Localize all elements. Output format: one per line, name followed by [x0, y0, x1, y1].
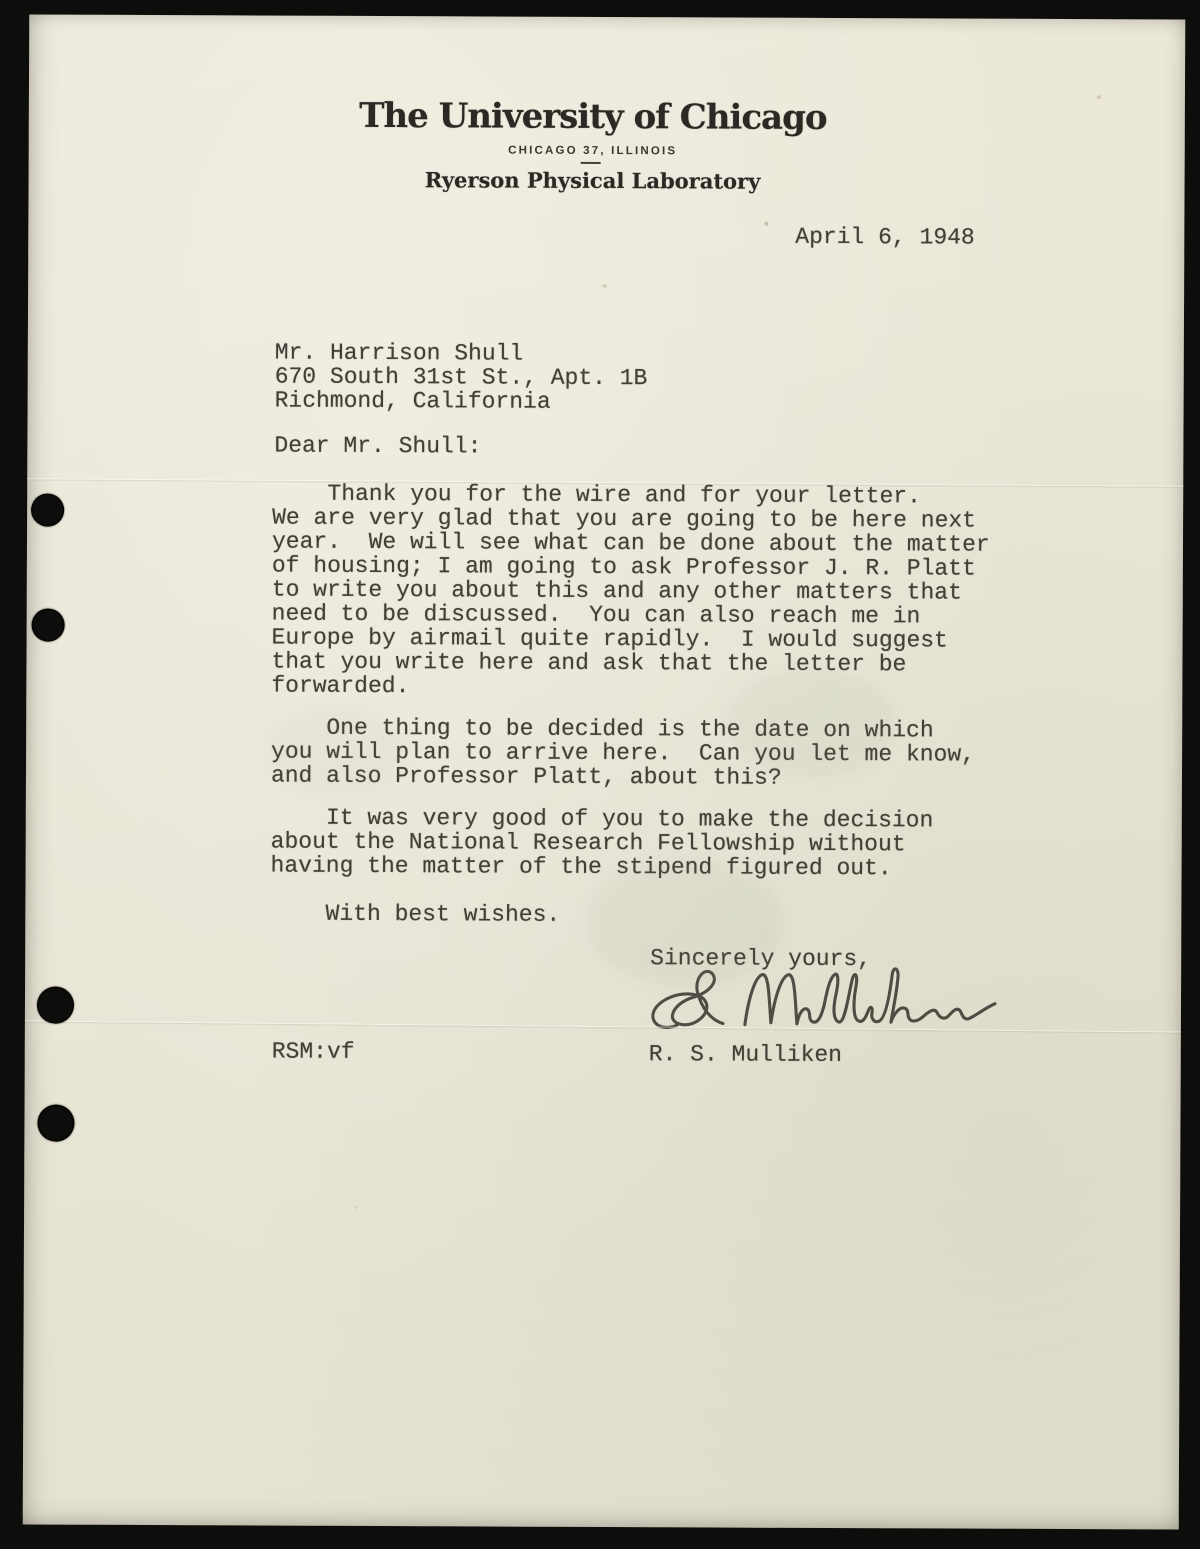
punch-hole: [37, 1105, 74, 1142]
letterhead-department: Ryerson Physical Laboratory: [424, 167, 761, 194]
paper-speck: [1097, 95, 1101, 99]
body-paragraph-1: Thank you for the wire and for your letter. We are very glad that you are going to be here next year. We will see what can be done about the matter of housing; I am going to ask Professor J. R. Platt to write you about this and any other matters that need to be discussed. You can also reach me in Europe by airmail quite rapidly. I would suggest that you write here and ask that the letter be forwarded.: [271, 480, 990, 700]
letterhead: [15, 14, 1171, 194]
punch-hole: [32, 609, 65, 642]
letterhead-institution: The University of Chicago: [359, 95, 827, 138]
letterhead-divider: [581, 162, 601, 164]
signature-typed-name: R. S. Mulliken: [648, 1041, 843, 1069]
paper-speck: [354, 1206, 357, 1209]
recipient-city-state: Richmond, California: [274, 387, 551, 415]
ink-bleedthrough: [726, 668, 896, 779]
paper-speck: [602, 284, 607, 288]
punch-hole: [37, 987, 74, 1024]
punch-hole: [31, 493, 64, 526]
ink-bleedthrough: [585, 857, 786, 988]
body-paragraph-3: It was very good of you to make the decision about the National Research Fellowship without having the matter of the stipend figured out.: [270, 804, 934, 882]
recipient-street: 670 South 31st St., Apt. 1B: [274, 363, 648, 392]
salutation: Dear Mr. Shull:: [274, 432, 482, 460]
letter-date: April 6, 1948: [795, 223, 975, 251]
letterhead-address: CHICAGO 37, ILLINOIS: [508, 144, 678, 158]
body-paragraph-2: One thing to be decided is the date on which you will plan to arrive here. Can you let me know, and also Professor Platt, about this?: [270, 714, 976, 791]
letter-page: [23, 14, 1186, 1529]
recipient-address-block: [275, 341, 648, 415]
paper-speck: [764, 222, 768, 226]
body-paragraph-wishes: With best wishes.: [270, 900, 561, 928]
typist-initials: RSM:vf: [271, 1038, 355, 1065]
recipient-name: Mr. Harrison Shull: [274, 339, 524, 367]
ink-bleedthrough: [266, 706, 406, 797]
closing-line: Sincerely yours,: [650, 945, 872, 973]
